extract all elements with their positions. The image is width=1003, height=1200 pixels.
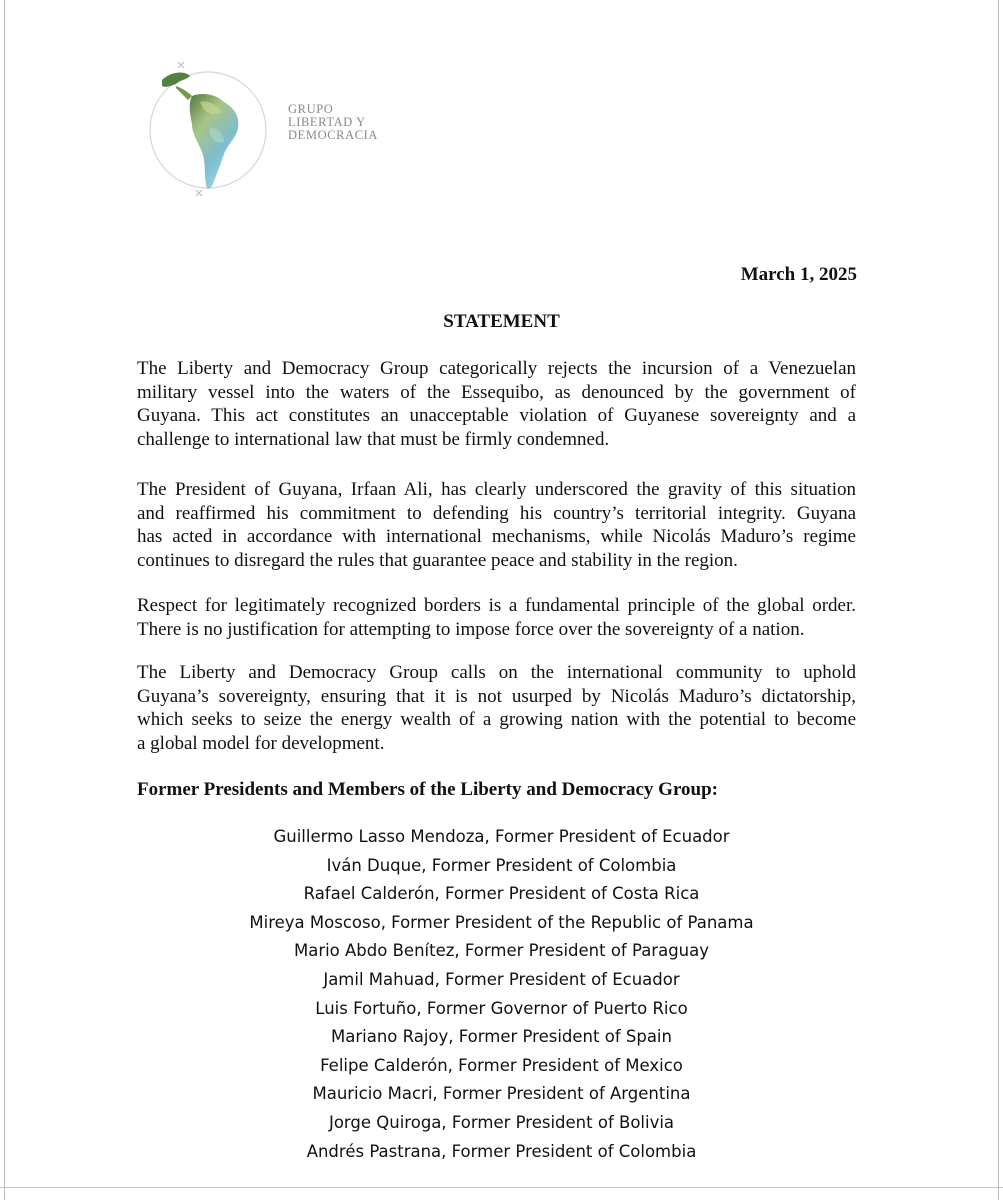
paragraph-2 xyxy=(137,478,856,573)
paragraph-line: Guyana’s sovereignty, ensuring that it is not usurped by Nicolás Maduro’s dictatorship, xyxy=(137,685,856,707)
paragraph-1 xyxy=(137,357,856,452)
member-item: Mireya Moscoso, Former President of the Republic of Panama xyxy=(249,912,754,932)
page-border-bottom xyxy=(0,1187,1003,1188)
paragraph-line: Respect for legitimately recognized borders is a fundamental principle of the global order. xyxy=(137,595,856,616)
member-item: Jorge Quiroga, Former President of Bolivia xyxy=(328,1112,675,1132)
paragraph-3 xyxy=(137,594,856,641)
member-item: Jamil Mahuad, Former President of Ecuador xyxy=(323,969,680,989)
paragraph-line: which seeks to seize the energy wealth of a growing nation with the potential to become xyxy=(137,709,856,731)
paragraph-line: Guyana. This act constitutes an unacceptable violation of Guyanese sovereignty and a xyxy=(137,405,856,427)
member-item: Luis Fortuño, Former Governor of Puerto Rico xyxy=(315,998,688,1018)
member-item: Andrés Pastrana, Former President of Colombia xyxy=(306,1141,697,1161)
member-item: Mario Abdo Benítez, Former President of Paraguay xyxy=(293,941,710,961)
paragraph-line: The Liberty and Democracy Group categorically rejects the incursion of a Venezuelan xyxy=(137,358,856,379)
member-item: Mariano Rajoy, Former President of Spain xyxy=(331,1027,672,1047)
paragraph-line: military vessel into the waters of the Essequibo, as denounced by the government of xyxy=(137,381,856,403)
member-item: Rafael Calderón, Former President of Costa Rica xyxy=(303,884,700,904)
member-item: Felipe Calderón, Former President of Mexico xyxy=(320,1055,683,1075)
paragraph-line: The President of Guyana, Irfaan Ali, has clearly underscored the gravity of this situation xyxy=(137,479,856,500)
logo-line-1: GRUPO xyxy=(288,102,334,116)
paragraph-line: challenge to international law that must be firmly condemned. xyxy=(137,429,610,451)
member-item: Iván Duque, Former President of Colombia xyxy=(326,855,677,875)
members-heading: Former Presidents and Members of the Liberty and Democracy Group: xyxy=(137,779,718,800)
paragraph-line: The Liberty and Democracy Group calls on the international community to uphold xyxy=(137,662,856,683)
logo-line-2: LIBERTAD Y xyxy=(288,115,366,129)
member-item: Guillermo Lasso Mendoza, Former President of Ecuador xyxy=(273,827,730,846)
paragraph-line: There is no justification for attempting to impose force over the sovereignty of a nation. xyxy=(137,618,805,640)
logo-wordmark xyxy=(288,103,378,142)
group-logo xyxy=(140,58,400,198)
members-list xyxy=(0,823,1003,1166)
member-item: Mauricio Macri, Former President of Argentina xyxy=(312,1084,691,1104)
statement-date: March 1, 2025 xyxy=(740,264,857,285)
statement-title: STATEMENT xyxy=(443,311,560,332)
americas-map-icon xyxy=(140,58,290,198)
paragraph-line: and reaffirmed his commitment to defending his country’s territorial integrity. Guyana xyxy=(137,502,856,524)
logo-line-3: DEMOCRACIA xyxy=(288,128,379,142)
paragraph-line: a global model for development. xyxy=(137,733,385,755)
paragraph-4 xyxy=(137,661,856,756)
paragraph-line: continues to disregard the rules that guarantee peace and stability in the region. xyxy=(137,550,738,572)
paragraph-line: has acted in accordance with international mechanisms, while Nicolás Maduro’s regime xyxy=(137,526,856,548)
